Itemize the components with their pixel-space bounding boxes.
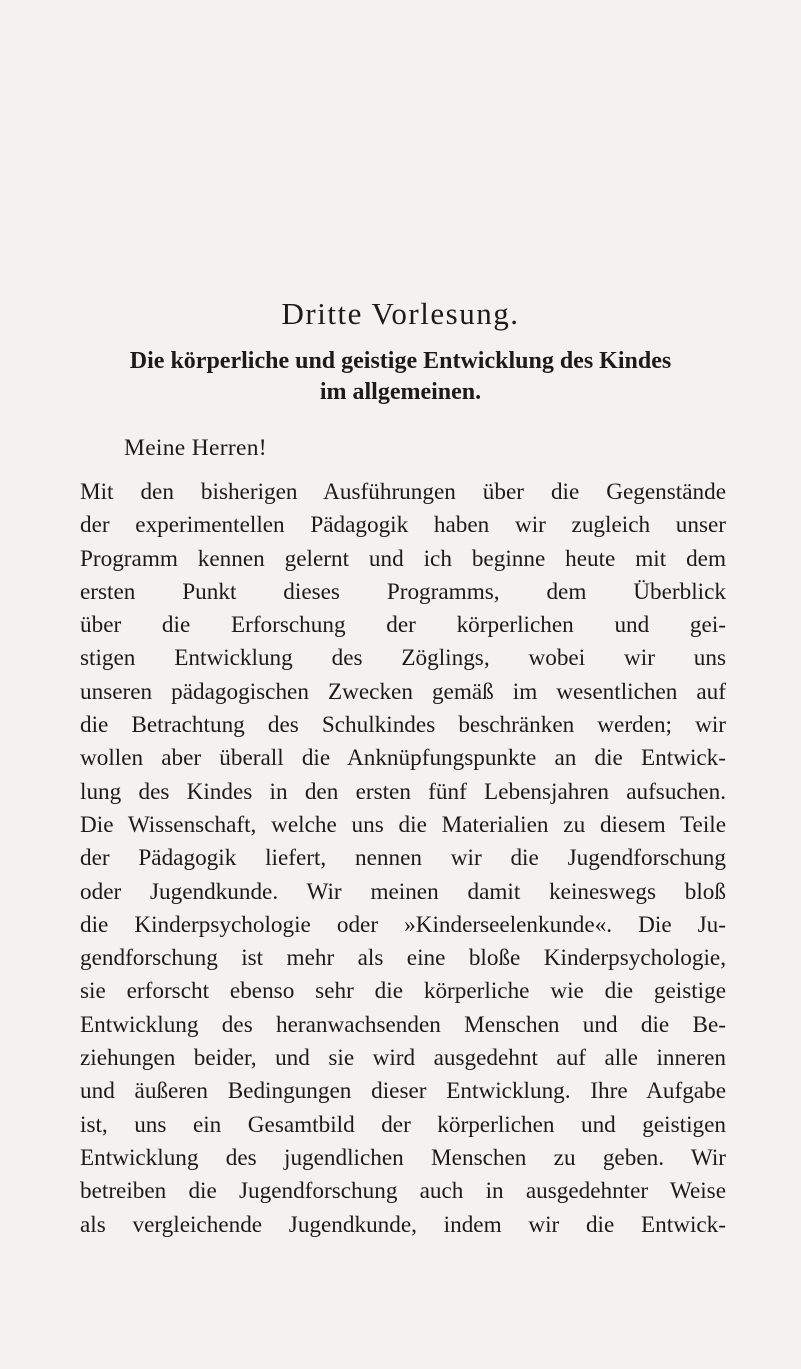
text-line: oder Jugendkunde. Wir meinen damit keineswegs bloß	[80, 878, 726, 905]
body-paragraph	[80, 476, 726, 1242]
text-line: unseren pädagogischen Zwecken gemäß im wesentlichen auf	[80, 678, 726, 705]
text-line: der Pädagogik liefert, nennen wir die Jugendforschung	[80, 845, 726, 872]
text-line: über die Erforschung der körperlichen und gei-	[80, 612, 726, 639]
lecture-title: Dritte Vorlesung.	[281, 296, 520, 331]
text-line: Mit den bisherigen Ausführungen über die Gegenstände	[80, 479, 726, 505]
text-line: gendforschung ist mehr als eine bloße Kinderpsychologie,	[80, 945, 726, 972]
subtitle-line-1: Die körperliche und geistige Entwicklung des Kindes	[129, 348, 672, 374]
text-line: ziehungen beider, und sie wird ausgedehnt auf alle inneren	[80, 1045, 726, 1072]
text-line: Entwicklung des jugendlichen Menschen zu geben. Wir	[80, 1144, 726, 1171]
text-line: Programm kennen gelernt und ich beginne heute mit dem	[80, 545, 726, 572]
text-line: als vergleichende Jugendkunde, indem wir die Entwick-	[80, 1211, 726, 1238]
text-line: betreiben die Jugendforschung auch in ausgedehnter Weise	[80, 1178, 726, 1205]
lecture-subtitle	[0, 346, 801, 408]
text-line: Entwicklung des heranwachsenden Menschen und die Be-	[80, 1011, 726, 1038]
text-line: wollen aber überall die Anknüpfungspunkte an die Entwick-	[80, 745, 726, 772]
text-line: lung des Kindes in den ersten fünf Lebensjahren aufsuchen.	[80, 778, 726, 805]
text-line: ersten Punkt dieses Programms, dem Überblick	[80, 578, 726, 605]
text-line: Die Wissenschaft, welche uns die Materialien zu diesem Teile	[80, 811, 726, 838]
salutation: Meine Herren!	[124, 435, 267, 461]
subtitle-line-2: im allgemeinen.	[319, 379, 482, 405]
text-line: die Kinderpsychologie oder »Kinderseelenkunde«. Die Ju-	[80, 911, 726, 938]
text-line: ist, uns ein Gesamtbild der körperlichen und geistigen	[80, 1111, 726, 1138]
text-line: und äußeren Bedingungen dieser Entwicklung. Ihre Aufgabe	[80, 1078, 726, 1105]
text-line: stigen Entwicklung des Zöglings, wobei wir uns	[80, 645, 726, 672]
text-line: die Betrachtung des Schulkindes beschränken werden; wir	[80, 712, 726, 739]
text-line: sie erforscht ebenso sehr die körperliche wie die geistige	[80, 978, 726, 1005]
text-line: der experimentellen Pädagogik haben wir zugleich unser	[80, 512, 726, 539]
